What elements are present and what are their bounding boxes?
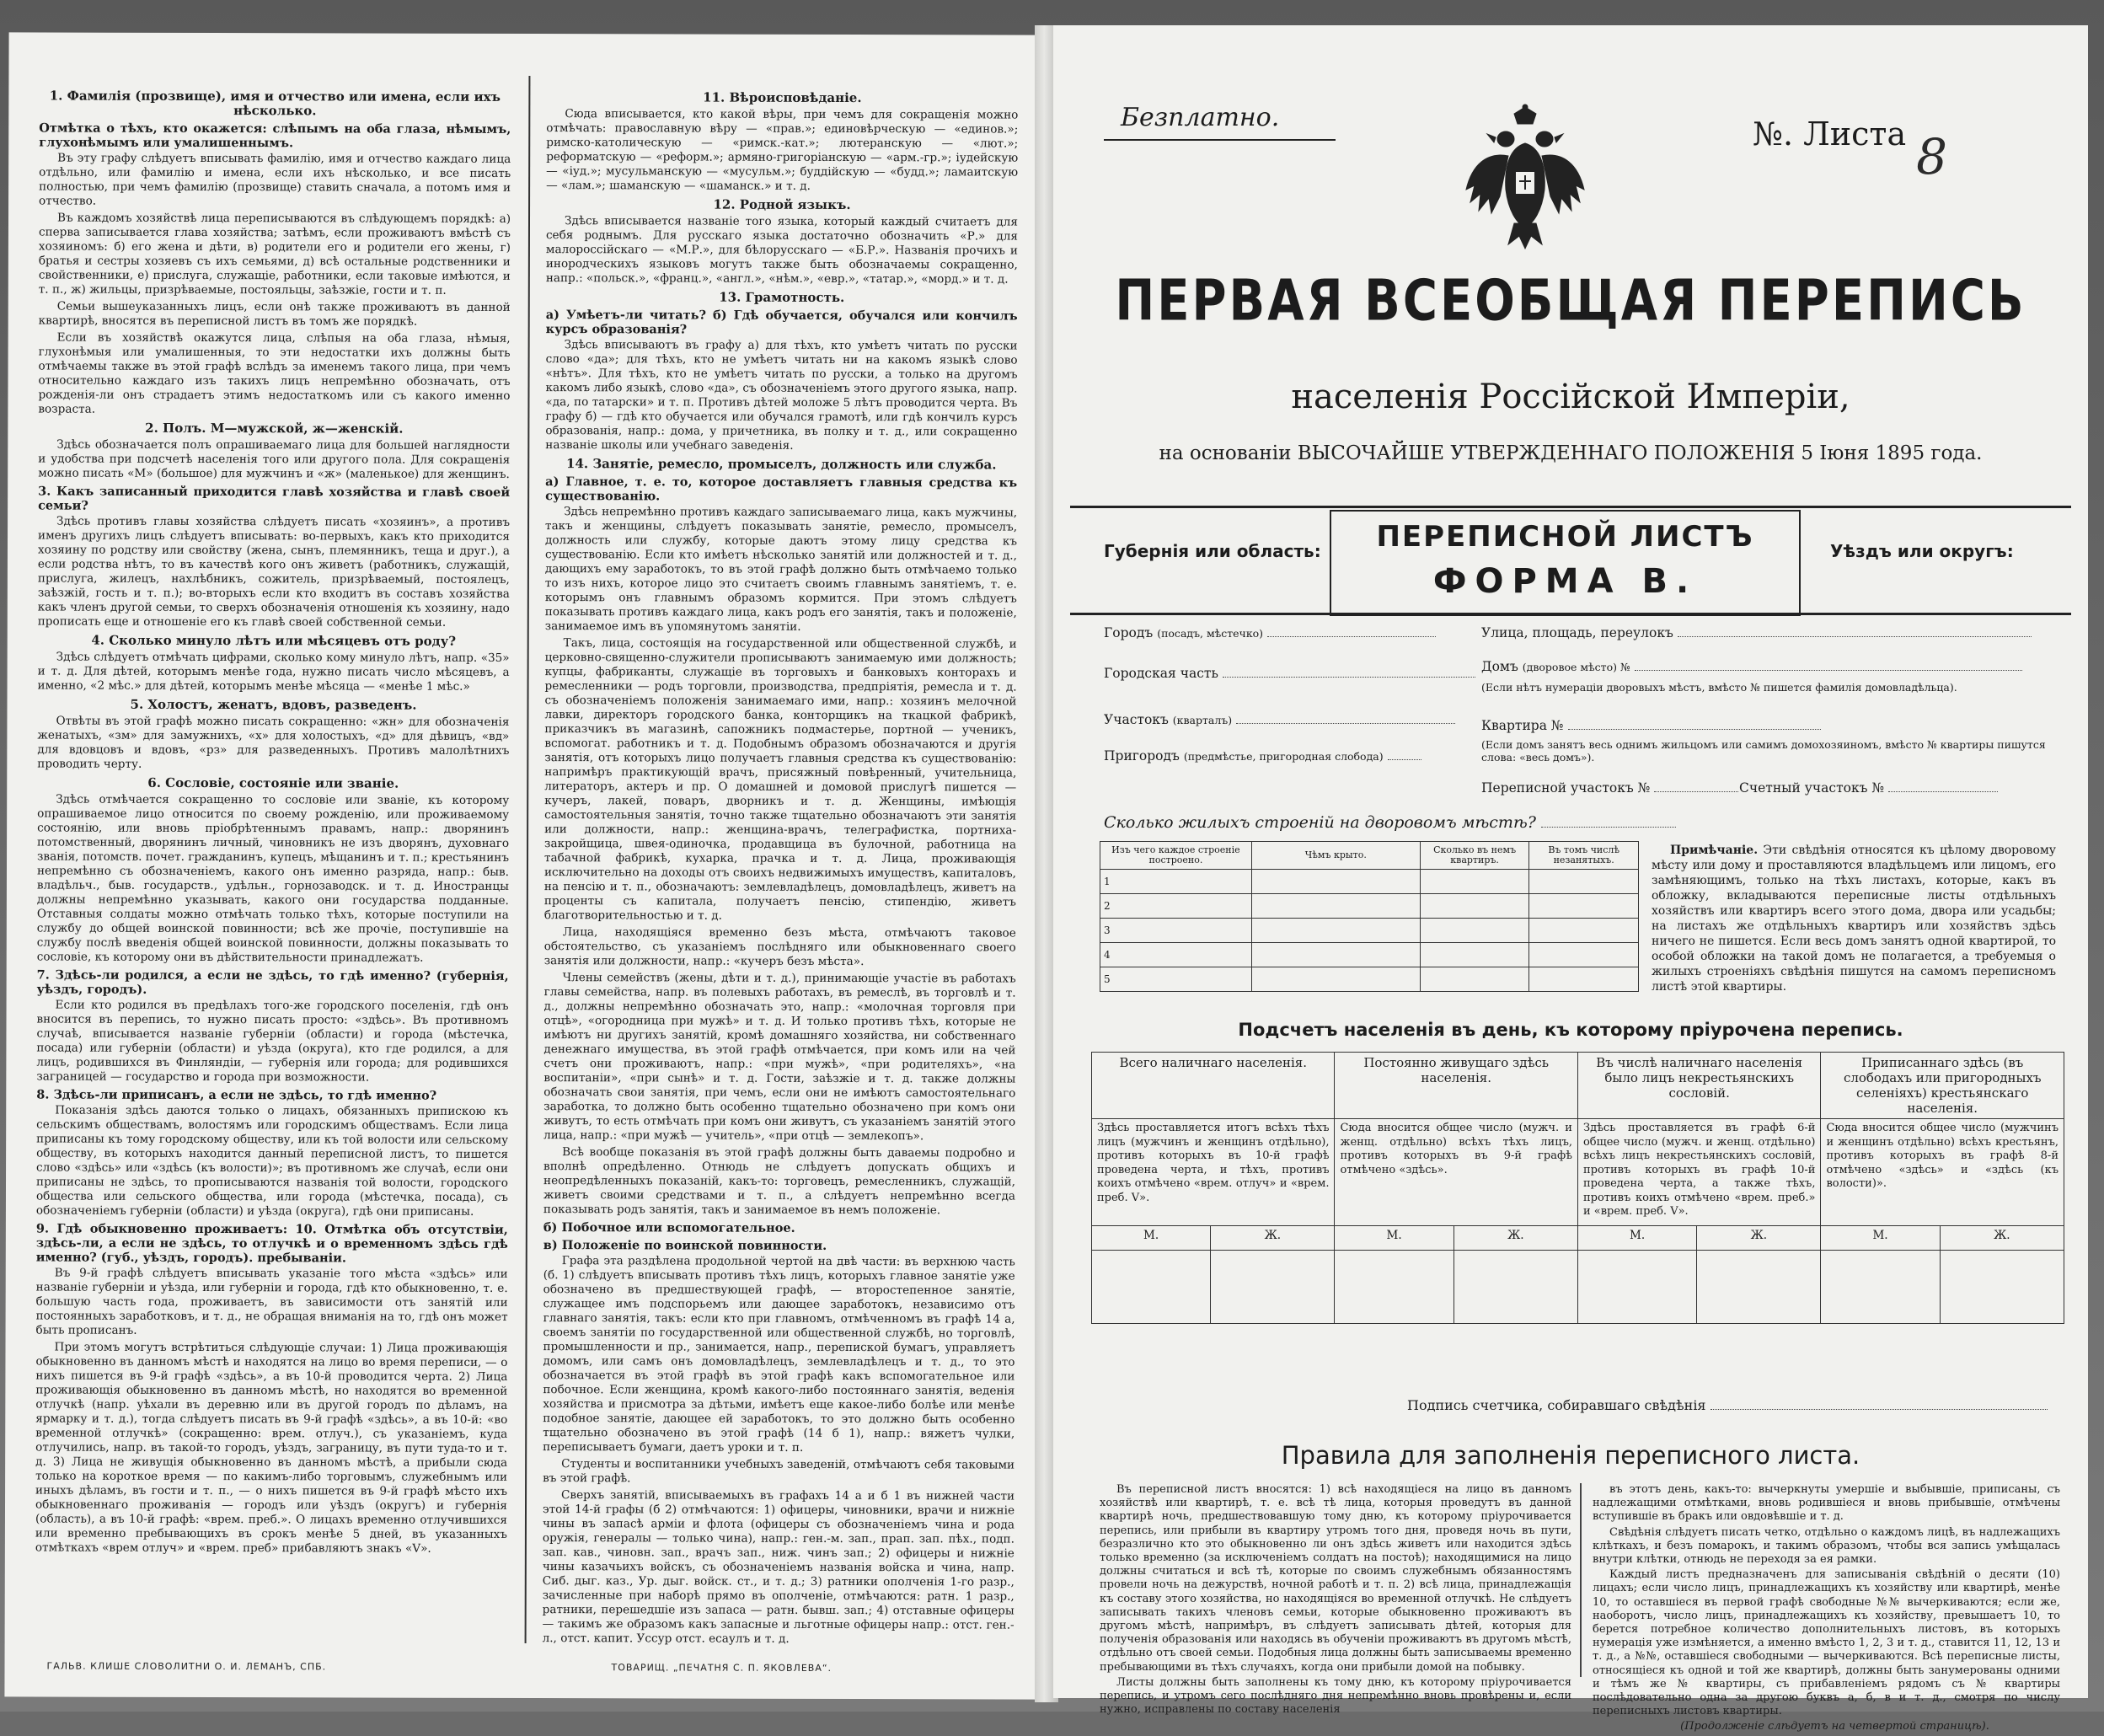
instruction-heading: 2. Полъ. М—мужской, ж—женскій. [145,420,404,437]
bld-header-apartments: Сколько въ немъ квартиръ. [1420,842,1529,870]
buildings-table [1100,841,1639,992]
note-label: Примѣчаніе. [1670,844,1759,857]
instruction-paragraph: Если въ хозяйствѣ окажутся лица, слѣпыя на оба глаза, нѣмыя, глухонѣмыя или умалишенныя, то эти недостатки ихъ должны быть отмѣчаемы также въ этой графѣ вслѣдъ за именемъ такого лица, при чемъ относительно каждаго изъ такихъ лицъ непремѣнно обозначать, отъ рожденія-ли онъ страдаетъ этимъ недостаткомъ или съ какого именно возраста. [38,330,511,416]
instruction-paragraph: Семьи вышеуказанныхъ лицъ, если онѣ также проживаютъ въ данной квартирѣ, вносятся въ переписной листъ въ томъ же порядкѣ. [38,299,511,329]
apartment-label: Квартира № [1481,718,1564,733]
suburb-note: (предмѣстье, пригородная слобода) [1183,750,1384,763]
instruction-heading: 7. Здѣсь-ли родился, а если не здѣсь, то гдѣ именно? (губернія, уѣздъ, городъ). [36,967,509,997]
note-text: Эти свѣдѣнія относятся къ цѣлому дворовому мѣсту или дому и проставляются владѣльцемъ или лицомъ, его замѣняющимъ, только на тѣхъ листахъ, которые, какъ въ обложку, вкладываются переписные листы отдѣльныхъ хозяйствъ или квартиръ всего этого дома, двора или усадьбы; на листахъ же отдѣльныхъ квартиръ или хозяйствъ здѣсь ничего не пишется. Если весь домъ занятъ одной квартирой, то особой обложки на такой домъ не полагается, а требуемыя о жилыхъ строеніяхъ свѣдѣнія пишутся на самомъ переписномъ листѣ этой квартиры. [1652,844,2056,994]
instruction-paragraph: При этомъ могутъ встрѣтиться слѣдующіе случаи: 1) Лица проживающія обыкновенно въ данномъ мѣстѣ и находятся на лицо во время переписи, — о нихъ пишется въ 9-й графѣ «здѣсь», а въ 10-й проводится черта. 2) Лица проживающія обыкновенно въ данномъ мѣстѣ, но находятся во временной отлучкѣ (напр. уѣхали въ деревню или въ другой городъ по дѣламъ, на ярмарку и т. д.), тогда слѣдуетъ писать въ 9-й графѣ «здѣсь», а въ 10-й: «во временной отлучкѣ» (сокращенно: врем. отлуч.), съ указаніемъ, куда отлучились, напр. въ такой-то городъ, уѣздъ, заграницу, въ пути туда-то и т. д. 3) Лица не живущія обыкновенно въ данномъ мѣстѣ, а прибыли сюда только на короткое время — по какимъ-либо торговымъ, служебнымъ или иныхъ дѣламъ, въ гости и т. п., — о нихъ пишется въ 9-й графѣ мѣсто ихъ обыкновеннаго проживанія — городъ или уѣздъ (округъ) и губернія (область), а въ 10-й графѣ: «врем. преб.». О лицахъ временно отлучившихся или временно пребывающихъ въ срокъ менѣе 5 дней, въ указанныхъ отмѣткахъ «врем отлуч» и «врем. преб» прибавляютъ знакъ «V». [35,1340,508,1556]
legal-basis-line: на основаніи ВЫСОЧАЙШЕ УТВЕРЖДЕННАГО ПОЛОЖЕНІЯ 5 Іюня 1895 года. [1159,442,1983,464]
instruction-paragraph: Показанія здѣсь даются только о лицахъ, обязанныхъ припискою къ сельскимъ обществамъ, волостямъ или городскимъ обществамъ. Если лица приписаны къ тому городскому обществу, или къ той волости или сельскому обществу, въ которыхъ находится данный переписной листъ, то пишется слово «здѣсь» или «здѣсь (къ волости)»; въ противномъ же случаѣ, если они приписаны не здѣсь, то прописываются названія той волости, городского общества или сельского общества, или города (мѣстечка, посада), съ обозначеніемъ губерніи (области) и уѣзда (округа), гдѣ они приписаны. [35,1103,509,1219]
main-title: ПЕРВАЯ ВСЕОБЩАЯ ПЕРЕПИСЬ [1115,268,2026,335]
table-row[interactable] [1100,943,1639,967]
instruction-paragraph: Въ каждомъ хозяйствѣ лица переписываются въ слѣдующемъ порядкѣ: а) сперва записывается глава хозяйства; затѣмъ, если проживаютъ вмѣстѣ съ хозяиномъ: б) его жена и дѣти, в) родители его и родители его жены, г) братья и сестры хозяевъ съ ихъ семьями, д) всѣ остальные родственники и свойственники, е) прислуга, служащіе, работники, если таковые имѣются, и т. п., ж) жильцы, призрѣваемые, постояльцы, заѣзжіе, гости и т. п. [38,211,511,297]
instruction-heading: 1. Фамилія (прозвище), имя и отчество или имена, если ихъ нѣсколько. [49,88,501,119]
census-district-label: Переписной участокъ № [1481,780,1651,796]
male-col-label: М. [1821,1226,1940,1251]
pop-header-non-peasant: Въ числѣ наличнаго населенія было лицъ некрестьянскихъ сословій. [1577,1053,1820,1119]
sheet-number-label [1753,99,1948,185]
rules-paragraph: въ этотъ день, какъ-то: вычеркнуты умершіе и выбывшіе, приписаны, съ надлежащими отмѣтками, вновь родившіеся и вновь прибывшіе, отмѣчены вступившіе въ бракъ или овдовѣвшіе и т. д. [1593,1483,2060,1524]
instruction-heading: 13. Грамотность. [719,289,845,305]
free-label: Безплатно. [1121,103,1280,132]
buildings-question [1104,813,1676,832]
left-page-instructions [4,32,1041,1699]
rules-paragraph: Въ переписной листъ вносятся: 1) всѣ находящіеся на лицо въ данномъ хозяйствѣ или квартирѣ, т. е. всѣ тѣ лица, которыя проведутъ въ данной квартирѣ ночь, предшествовавшую тому дню, къ которому пріурочивается перепись, или прибыли въ квартиру утромъ того дня, проведя ночь въ пути, безразлично кто это обыкновенно ли онъ здѣсь живетъ или находится здѣсь только временно (за исключеніемъ солдатъ на постоѣ); находящимися на лицо должны считаться и всѣ тѣ, которые по своимъ служебнымъ обязанностямъ провели ночь на дежурствѣ, ночной работѣ и т. п. 2) всѣ лица, принадлежащія къ составу этого хозяйства, но находящіяся во временной отлучкѣ. Не слѣдуетъ записывать такихъ членовъ семьи, которые обыкновенно проживаютъ въ другомъ мѣстѣ, напримѣръ, въ слѣдуетъ записывать дѣтей, которыя для полученія образованія или находясь въ обученіи проживаютъ въ другомъ мѣстѣ, отдѣльно отъ своей семьи. Подобныя лица должны быть записываемы временно пребывающими въ тѣхъ случаяхъ, когда они прибыли домой на побывку. [1100,1483,1571,1674]
sheet-number-handwritten[interactable]: 8 [1916,128,1948,185]
apartment-note: (Если домъ занятъ весь однимъ жильцомъ или самимъ домохозяиномъ, вмѣсто № квартиры пишутся слова: «весь домъ»). [1481,738,2046,764]
instruction-paragraph: Студенты и воспитанники учебныхъ заведеній, отмѣчаютъ себя таковыми въ этой графѣ. [543,1457,1015,1486]
house-field[interactable] [1481,659,2022,674]
instruction-paragraph: Въ эту графу слѣдуетъ вписывать фамилію, имя и отчество каждаго лица отдѣльно, или фамилію и имена, если ихъ нѣсколько, и все писать полностью, при чемъ фамилію (прозвище) ставить сначала, а потомъ имя и отчество. [39,151,511,208]
instructions-column-1 [35,84,511,1636]
instruction-heading: 4. Сколько минуло лѣтъ или мѣсяцевъ отъ роду? [91,632,457,649]
counter-district-field[interactable] [1739,780,1998,796]
house-note: (дворовое мѣсто) № [1522,661,1630,673]
bld-row-number: 4 [1100,943,1252,967]
male-col-label: М. [1577,1226,1696,1251]
apartment-field[interactable] [1481,718,1821,733]
instruction-heading: 5. Холостъ, женатъ, вдовъ, разведенъ. [130,696,417,713]
table-row[interactable] [1100,894,1639,919]
instruction-paragraph: Здѣсь вписываютъ въ графу а) для тѣхъ, кто умѣетъ читать по русски слово «да»; для тѣхъ, кто не умѣетъ читать ни на какомъ языкѣ слово «нѣтъ». Для тѣхъ, кто не умѣетъ читать по русски, а только на другомъ какомъ либо языкѣ, слово «да», съ обозначеніемъ этого другого языка, напр. «да, по татарски» и т. п. Противъ дѣтей моложе 5 лѣтъ проводится черта. Въ графу б) — гдѣ кто обучается или обучался грамотѣ, или гдѣ кончилъ курсъ образованія, напр.: дома, у причетника, въ полку и т. д., или сокращенно названіе школы или учебнаго заведенія. [545,338,1018,453]
sheet-number-caption: №. Листа [1753,115,1907,153]
pop-header-peasant: Приписаннаго здѣсь (въ слободахъ или пригородныхъ селеніяхъ) крестьянскаго населенія. [1821,1053,2064,1119]
rules-column-divider [1580,1483,1582,1677]
male-col-label: М. [1335,1226,1454,1251]
instruction-heading: 6. Сословіе, состояніе или званіе. [147,774,399,791]
pop-header-present: Всего наличнаго населенія. [1092,1053,1335,1119]
instruction-paragraph: Такъ, лица, состоящія на государственной или общественной службѣ, и церковно-священно-служители прописываютъ занимаемую ими должность; купцы, фабриканты, служащіе въ торговыхъ и банковыхъ конторахъ и ремесленники — родъ торговли, производства, предпріятія, ремесла и т. д. съ обозначеніемъ положенія занимаемаго ими, напр.: хозяинъ мелочной лавки, директоръ городского банка, конторщикъ на ткацкой фабрикѣ, приказчикъ въ магазинѣ, сапожникъ подмастерье, портной — ученикъ, вспомогат. работникъ и т. д. Подобнымъ образомъ обозначаются и другія занятія, отъ которыхъ лицо получаетъ главныя средства къ существованію: напримѣръ практикующій врачъ, присяжный повѣренный, учительница, литераторъ, актеръ и пр. О домашней и домовой прислугѣ пишется — кучеръ, лакей, поваръ, дворникъ и т. д. Женщины, имѣющія самостоятельныя занятія, точно также тщательно обозначаютъ эти занятія или должности, напр.: женщина-врачъ, телеграфистка, портниха-закройщица, швея-одиночка, продавщица въ булочной, работница на табачной фабрикѣ, кухарка, прачка и т. д. Лица, проживающія исключительно на доходы отъ своихъ недвижимыхъ имуществъ, капиталовъ, на пенсію и т. п., обозначаютъ: землевладѣлецъ, домовладѣлецъ, живетъ на проценты съ капитала, получаетъ пенсію, стипендію, живетъ благотворительностью и т. д. [543,636,1017,923]
rules-paragraph: Каждый листъ предназначенъ для записыванія свѣдѣній о десяти (10) лицахъ; если число лицъ, принадлежащихъ къ хозяйству или квартирѣ, менѣе 10, то оставшіеся въ первой графѣ свободные №№ вычеркиваются; если же, наоборотъ, число лицъ, принадлежащихъ къ хозяйству, превышаетъ 10, то берется потребное количество дополнительныхъ листовъ, въ которыхъ нумерація уже измѣняется, а именно вмѣсто 1, 2, 3 и т. д., ставится 11, 12, 13 и т. д., а №№, оставшіеся свободными — вычеркиваются. Всѣ переписные листы, относящіеся къ одной и той же квартирѣ, должны быть занумерованы одними и тѣмъ же № квартиры, съ прибавленіемъ рядомъ съ № квартиры послѣдовательно одна за другою буквъ а, б, в и т. д., смотря по числу переписныхъ листовъ квартиры. [1593,1568,2060,1718]
imperial-eagle-icon [1462,105,1588,253]
bld-header-vacant: Въ томъ числѣ незанятыхъ. [1529,842,1639,870]
instruction-heading: 12. Родной языкъ. [713,196,851,213]
pop-header-resident: Постоянно живущаго здѣсь населенія. [1335,1053,1577,1119]
instructions-column-2 [542,86,1019,1646]
house-note-2: (Если нѣтъ нумераціи дворовыхъ мѣстъ, вмѣсто № пишется фамилія домовладѣльца). [1481,681,1957,694]
instruction-heading: 14. Занятіе, ремесло, промыселъ, должность или служба. [566,456,997,473]
instruction-paragraph: Всѣ вообще показанія въ этой графѣ должны быть даваемы подробно и вполнѣ опредѣленно. Отнюдь не слѣдуетъ допускать общихъ и неопредѣленныхъ показаній, какъ-то: торговецъ, ремесленникъ, служащій, живетъ своими средствами и т. п., а слѣдуетъ непремѣнно всегда показывать родъ занятія, такъ и занимаемое въ немъ положеніе. [543,1145,1016,1218]
district-field-label[interactable]: Уѣздъ или округъ: [1830,541,2014,561]
rules-paragraph: (Продолженіе слѣдуетъ на четвертой страницѣ). [1680,1720,1989,1733]
table-row[interactable] [1100,919,1639,943]
female-col-label: Ж. [1211,1226,1335,1251]
form-title: ПЕРЕПИСНОЙ ЛИСТЪ [1376,520,1754,554]
instruction-paragraph: Здѣсь противъ главы хозяйства слѣдуетъ писать «хозяинъ», а противъ именъ другихъ лицъ слѣдуетъ вписывать: во-первыхъ, какъ кто приходится хозяину по родству или свойству (жена, сынъ, племянникъ, теща и друг.), а если родства нѣтъ, то въ качествѣ кого онъ живетъ (работникъ, служащій, прислуга, жилецъ, нахлѣбникъ, сожитель, призрѣваемый, постоялецъ, заѣзжій, гость и т. п.); во-вторыхъ если кто входитъ въ составъ хозяйства какъ членъ другой семьи, то сверхъ обозначенія отношенія къ хозяину, надо прописать еще и отношеніе его къ главѣ своей собственной семьи. [37,514,511,630]
rules-column-2 [1593,1483,2060,1736]
table-row[interactable] [1100,870,1639,894]
instruction-paragraph: Здѣсь вписывается названіе того языка, который каждый считаетъ для себя роднымъ. Для русскаго языка достаточно обозначить «Р.» для малороссійскаго — «М.Р.», для бѣлорусскаго — «Б.Р.». Названія прочихъ и инородческихъ языковъ могутъ также быть обозначаемы сокращенно, напр.: «польск.», «франц.», «англ.», «нѣм.», «евр.», «татар.», «морд.» и т. д. [545,214,1019,287]
city-note: (посадъ, мѣстечко) [1157,627,1264,640]
street-label: Улица, площадь, переулокъ [1481,625,1673,640]
buildings-note [1652,843,2056,994]
rules-paragraph: Свѣдѣнія слѣдуетъ писать четко, отдѣльно о каждомъ лицѣ, въ надлежащихъ клѣткахъ, и безъ помарокъ, и такимъ образомъ, чтобы вся запись умѣщалась внутри клѣтки, отнюдь не переходя за ея рамки. [1593,1525,2060,1567]
rules-paragraph: Листы должны быть заполнены къ тому дню, къ которому пріурочивается перепись, и утромъ сего послѣдняго дня непремѣнно вновь провѣрены и, если нужно, исправлены по составу населенія [1100,1675,1571,1717]
province-field-label[interactable]: Губернія или область: [1104,541,1321,561]
buildings-question-text: Сколько жилыхъ строеній на дворовомъ мѣстѣ? [1104,813,1536,832]
instruction-heading: а) Умѣетъ-ли читать? б) Гдѣ обучается, обучался или кончилъ курсъ образованія? [545,308,1018,337]
instruction-heading: б) Побочное или вспомогательное. [543,1220,795,1235]
census-district-field[interactable] [1481,780,1738,796]
footer-left-imprint: ГАЛЬВ. КЛИШЕ СЛОВОЛИТНИ О. И. ЛЕМАНЪ, СПБ. [46,1660,327,1673]
sub-title: населенія Россійской Имперіи, [1291,378,1850,416]
house-label: Домъ [1481,659,1518,674]
suburb-field[interactable] [1104,748,1421,764]
bld-row-number: 3 [1100,919,1252,943]
instruction-paragraph: Члены семействъ (жены, дѣти и т. д.), принимающіе участіе въ работахъ главы семейства, напр. въ полевыхъ работахъ, въ ремеслѣ, въ торговлѣ и т. д., должны непремѣнно обозначать это, напр.: «молочная торговля при отцѣ», «огородница при мужѣ» и т. д. И только противъ тѣхъ, которые не имѣютъ ни другихъ занятій, кромѣ домашняго хозяйства, ни собственнаго денежнаго имущества, въ этой графѣ отмѣчается, при комъ или на чей счетъ они проживаютъ, напр.: «при мужѣ», «при родителяхъ», «на воспитаніи», «при сынѣ» и т. д. Гости, заѣзжіе и т. д. также должны обозначать свои занятія, при чемъ, если они не имѣютъ самостоятельнаго заработка, то должно быть особенно тщательно обозначено при комъ они живутъ, то есть отмѣчать при комъ они живутъ, съ указаніемъ занятій этого лица, напр.: «при мужѣ — учитель», «при отцѣ — землекопъ». [543,971,1016,1144]
instruction-paragraph: Здѣсь непремѣнно противъ каждаго записываемаго лица, какъ мужчины, такъ и женщины, слѣдуетъ показывать занятіе, ремесло, промыселъ, должность или службу, которые даютъ этому лицу средства къ существованію. Если кто имѣетъ нѣсколько занятій или должностей и т. д., дающихъ ему заработокъ, то въ этой графѣ должно быть отмѣчаемо только то изъ нихъ, которое лицо это считаетъ своимъ главнымъ занятіемъ, т. е. которымъ онъ главнымъ образомъ кормится. При этомъ слѣдуетъ показывать противъ каждаго лица, какъ родъ его занятія, такъ и положеніе, занимаемое имъ въ упомянутомъ занятіи. [544,505,1018,634]
counter-district-label: Счетный участокъ № [1739,780,1885,796]
pop-desc-non-peasant: Здѣсь проставляется въ графѣ 6-й общее число (мужч. и женщ. отдѣльно) всѣхъ лицъ некрестьянскихъ сословій, противъ которыхъ въ графѣ 10-й проведена черта, а также тѣхъ, противъ коихъ отмѣчено «врем. преб.» и «врем. преб. V». [1577,1119,1820,1226]
header-rule-top [1070,506,2071,508]
free-label-rule [1104,139,1336,141]
rules-title: Правила для заполненія переписного листа. [1281,1441,1860,1470]
pop-desc-peasant: Сюда вносится общее число (мужчинъ и женщинъ отдѣльно) всѣхъ крестьянъ, противъ которыхъ въ графѣ 8-й отмѣчено «здѣсь» и «здѣсь (къ волости)». [1821,1119,2064,1226]
bld-row-number: 1 [1100,870,1252,894]
instruction-heading: 8. Здѣсь-ли приписанъ, а если не здѣсь, то гдѣ именно? [36,1087,437,1103]
instruction-heading: в) Положеніе по воинской повинности. [543,1238,827,1253]
form-letter: ФОРМА В. [1432,562,1698,601]
pop-desc-resident: Сюда вносится общее число (мужч. и женщ. отдѣльно) всѣхъ тѣхъ лицъ, противъ которыхъ въ 9-й графѣ отмѣчено «здѣсь». [1335,1119,1577,1226]
instruction-paragraph: Здѣсь отмѣчается сокращенно то сословіе или званіе, къ которому опрашиваемое лицо относится по своему рожденію, или проживаемому состоянію, или вновь пріобрѣтеннымъ правамъ, напр.: дворянинъ потомственный, дворянинъ личный, чиновникъ не изъ дворянъ, духовнаго званія, потомств. почет. гражданинъ, купецъ, мѣщанинъ и т. п.; крестьянинъ непремѣнно съ обозначеніемъ, какого онъ именно разряда, напр.: быв. владѣльч., быв. государств., удѣльн., горнозаводск. и т. д. Иностранцы должны непремѣнно указывать, какого они государства подданные. Отставныя солдаты можно отмѣчать только тѣхъ, которые поступили на службу до общей воинской повинности; всѣ же прочіе, поступившіе на службу послѣ введенія общей воинской повинности, должны показывать то сословіе, къ которому они въ дѣйствительности принадлежатъ. [36,792,510,965]
pop-count-entry-row[interactable] [1092,1251,2064,1324]
table-row[interactable] [1100,967,1639,992]
city-part-label: Городская часть [1104,666,1218,681]
instruction-paragraph: Здѣсь слѣдуетъ отмѣчать цифрами, сколько кому минуло лѣтъ, напр. «35» и т. д. Для дѣтей, которымъ менѣе года, нужно писать число мѣсяцевъ, а именно, «2 мѣс.» для дѣтей, которымъ менѣе мѣсяца — «менѣе 1 мѣс.» [37,650,510,694]
bld-row-number: 2 [1100,894,1252,919]
population-count-title: Подсчетъ населенія въ день, къ которому пріурочена перепись. [1238,1020,1903,1040]
right-page-census-form [1053,25,2088,1733]
instruction-paragraph: Лица, находящіяся временно безъ мѣста, отмѣчаютъ таковое обстоятельство, съ указаніемъ послѣдняго или обыкновеннаго своего занятія или должности, напр.: «кучеръ безъ мѣста». [543,925,1016,969]
instruction-heading: Отмѣтка о тѣхъ, кто окажется: слѣпымъ на оба глаза, нѣмымъ, глухонѣмымъ или умалишеннымъ. [39,121,511,151]
population-count-table [1091,1052,2064,1324]
street-field[interactable] [1481,625,2032,640]
column-divider [525,76,531,1643]
instruction-paragraph: Если кто родился въ предѣлахъ того-же городского поселенія, гдѣ онъ вносится въ перепись, то нужно писать просто: «здѣсь». Въ противномъ случаѣ, вписывается названіе губерніи (области) и города (мѣстечка, посада) или губерніи (области) и уѣзда (округа), кто где родился, а для лицъ, родившихся въ Финляндіи, — губернія или города; для родившихся заграницей — государство и города при возможности. [36,998,509,1085]
precinct-label: Участокъ [1104,712,1169,727]
precinct-field[interactable] [1104,712,1455,727]
instruction-heading: 3. Какъ записанный приходится главѣ хозяйства и главѣ своей семьи? [38,484,511,513]
signature-label: Подпись счетчика, собиравшаго свѣдѣнія [1407,1397,1706,1413]
instruction-heading: 9. Гдѣ обыкновенно проживаетъ: 10. Отмѣтка объ отсутствіи, здѣсь-ли, а если не здѣсь, то отлучкѣ и о временномъ здѣсь гдѣ именно? (губ., уѣздъ, городъ). пребываніи. [35,1221,508,1266]
form-title-box [1330,510,1801,616]
rules-column-1 [1100,1483,1571,1718]
instruction-paragraph: Въ 9-й графѣ слѣдуетъ вписывать указаніе того мѣста «здѣсь» или названіе губерніи и уѣзда, или губерніи и города, гдѣ кто обыкновенно, т. е. большую часть года, проживаетъ, въ зависимости отъ занятій или постоянныхъ заработковъ, и т. д., не обращая вниманія на то, гдѣ онъ может быть прописанъ. [35,1266,508,1337]
city-field[interactable] [1104,625,1436,640]
pop-desc-present: Здѣсь проставляется итогъ всѣхъ тѣхъ лицъ (мужчинъ и женщинъ отдѣльно), противъ которыхъ въ 10-й графѣ проведена черта, и тѣхъ, противъ коихъ отмѣчено «врем. отлуч» и «врем. преб. V». [1092,1119,1335,1226]
instruction-paragraph: Сюда вписывается, кто какой вѣры, при чемъ для сокращенія можно отмѣчать: православную вѣру — «прав.»; единовѣрческую — «единов.»; римско-католическую — «римск.-кат.»; лютеранскую — «лют.»; реформатскую — «реформ.»; армяно-григоріанскую — «арм.-гр.»; іудейскую — «іуд.»; мусульманскую — «мусульм.»; буддійскую — «будд.»; ламаитскую — «лам.»; шаманскую — «шаманск.» и т. д. [546,107,1019,193]
bld-header-material: Изъ чего каждое строеніе построено. [1100,842,1252,870]
bld-row-number: 5 [1100,967,1252,992]
precinct-note: (кварталъ) [1172,714,1233,726]
instruction-paragraph: Отвѣты въ этой графѣ можно писать сокращенно: «жн» для обозначенія женатыхъ, «зм» для замужнихъ, «х» для холостыхъ, «д» для дѣвицъ, «вд» для вдовцовъ и вдовъ, «рз» для разведенныхъ. Противъ малолѣтнихъ проводить черту. [37,714,510,771]
female-col-label: Ж. [1697,1226,1821,1251]
instruction-paragraph: Графа эта раздѣлена продольной чертой на двѣ части: въ верхнюю часть (б. 1) слѣдуетъ вписывать противъ тѣхъ лицъ, которыхъ главное занятіе уже обозначено въ предшествующей графѣ, — второстепенное занятіе, служащее имъ подспорьемъ или дающее заработокъ, независимо отъ главнаго занятія, такъ: если кто при главномъ, отмѣченномъ въ графѣ 14 а, своемъ занятіи по государственной или общественной службѣ, но торговлѣ, промышленности и пр., занимается, напр., перепиской бумагъ, управляетъ домомъ, или самъ онъ домовладѣлецъ, землевладѣлецъ и т. д., то это обозначается въ этой графѣ въ этой графѣ какъ вспомогательное или побочное. Если женщина, кромѣ какого-либо постояннаго занятія, веденія хозяйства и присмотра за дѣтьми, имѣетъ еще какое-либо болѣе или менѣе подобное занятіе, дающее ей заработокъ, то это должно быть особенно тщательно обозначено въ этой графѣ (14 б 1), напр.: вяжетъ чулки, переписываетъ бумаги, даетъ уроки и т. п. [543,1254,1015,1455]
footer-right-imprint: ТОВАРИЩ. „ПЕЧАТНЯ С. П. ЯКОВЛЕВА“. [611,1662,832,1674]
female-col-label: Ж. [1940,1226,2064,1251]
instruction-paragraph: Сверхъ занятій, вписываемыхъ въ графахъ 14 а и б 1 въ нижней части этой 14-й графы (б 2) отмѣчаются: 1) офицеры, чиновники, врачи и нижніе чины въ запасѣ арміи и флота (офицеры съ обозначеніемъ чина и рода оружія, генералы — только чина), напр.: ген.-м. зап., прап. зап. пѣх., подп. зап. кав., чиновн. зап., врачъ зап., ниж. чинъ зап.; 2) офицеры и нижніе чины казачьихъ войскъ, съ обозначеніемъ названія войска и чина, напр. Сиб. дыг. каз., Ур. дыг. войск. ст., и т. д.; 3) ратники ополченія 1-го разр., зачисленные при наборѣ прямо въ ополченіе, отмѣчаются: ратн. 1 разр., ратники, перешедшіе изъ запаса — ратн. бывш. зап.; 4) отставные офицеры — такимъ же образомъ какъ запасные и льготные офицеры напр.: отст. ген.-л., отст. капит. Уссур отст. есаулъ и т. д. [542,1488,1015,1646]
female-col-label: Ж. [1454,1226,1577,1251]
male-col-label: М. [1092,1226,1211,1251]
enumerator-signature-field[interactable] [1407,1397,2048,1413]
suburb-label: Пригородъ [1104,748,1180,764]
instruction-paragraph: Здѣсь обозначается полъ опрашиваемаго лица для большей наглядности и удобства при подсчетѣ населенія того или другого пола. Для сокращенія можно писать «М» (большое) для мужчинъ и «ж» (маленькое) для женщинъ. [38,437,511,481]
bld-header-roof: Чѣмъ крыто. [1251,842,1420,870]
instruction-heading: 11. Вѣроисповѣданіе. [703,89,862,106]
instruction-heading: а) Главное, т. е. то, которое доставляетъ главныя средства къ существованію. [545,474,1018,504]
city-part-field[interactable] [1104,666,1475,681]
city-label: Городъ [1104,625,1154,640]
